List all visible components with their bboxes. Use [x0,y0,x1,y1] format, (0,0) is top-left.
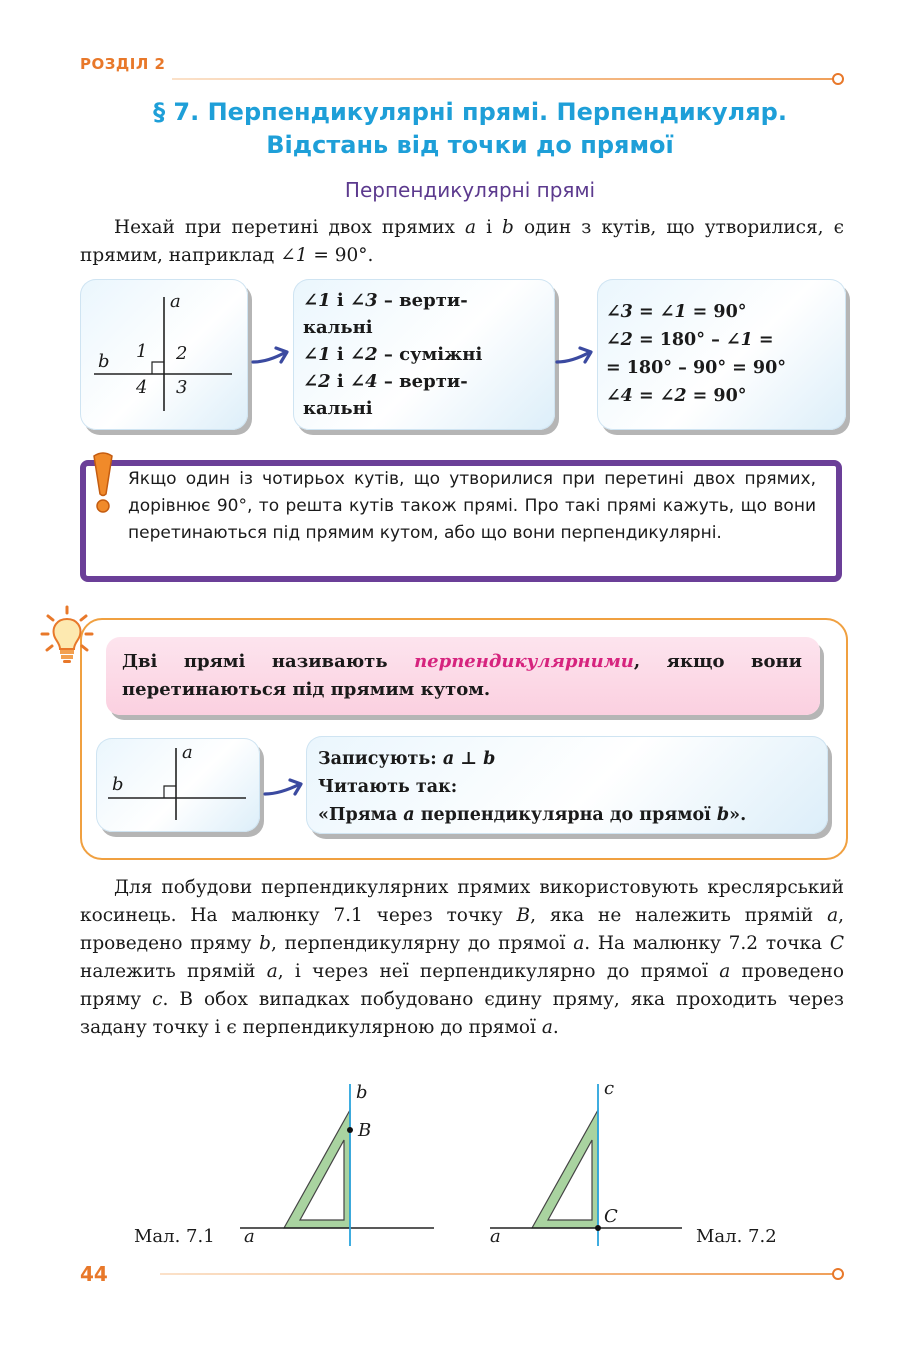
title-line-1: § 7. Перпендикулярні прямі. Перпендикуляр. [153,98,787,126]
notation-line-3: «Пряма a перпендикулярна до прямої b». [318,805,747,825]
angle-pairs-text [303,287,543,422]
calc-line-2: ∠2 = 180° – ∠1 = [606,330,774,350]
line-5: кальні [303,398,373,419]
header-rule-dot [832,73,844,85]
notation-line-1: Записують: a ⊥ b [318,749,496,769]
label-a: a [182,742,193,763]
page-number: 44 [80,1262,108,1286]
label-b: b [356,1082,368,1103]
construction-paragraph: Для побудови перпендикулярних прямих використовують креслярський косинець. На малюнку 7.1 через точку B, яка не належить прямій a, проведено пряму b, перпендикулярну до прямої a. На малюнку 7.2 точка C належить прямій a, і через неї перпендикулярно до прямої a проведено пряму c. В обох випадках побудовано єдину пряму, яка проходить через задану точку і є перпендикулярною до прямої a. [80,877,845,1038]
lightbulb-icon [40,604,94,666]
calc-line-3: = 180° – 90° = 90° [606,358,787,378]
arrow-icon [262,776,306,800]
header-rule [172,78,834,80]
angles-figure-box [80,279,248,430]
angle-number: 1 [295,245,308,266]
footer-rule [160,1273,834,1275]
angle-3-label: 3 [176,377,188,398]
figure-7-2 [486,1080,686,1250]
angle-2-label: 2 [176,343,188,364]
line-3: ∠1 і ∠2 – суміжні [303,344,483,365]
note-text: Якщо один із чотирьох кутів, що утворилися при перетині двох прямих, дорівнює 90°, то решта кутів також прямі. Про такі прямі кажуть, що вони перетинаються під прямим кутом, або що вони перпендикулярні. [128,469,816,543]
page-title [80,96,860,162]
angle-calc-text [606,298,842,410]
highlight-term: перпендикулярними [414,651,634,672]
label-c: c [604,1078,615,1099]
arrow-icon [250,344,292,368]
angle-4-label: 4 [136,377,148,398]
arrow-icon [554,344,596,368]
figure-7-2-caption: Мал. 7.2 [696,1226,777,1247]
var-a: a [464,217,476,238]
notation-text [318,745,824,829]
section-label: РОЗДІЛ 2 [80,55,166,73]
label-a: a [170,291,181,312]
definition-text: Дві прямі називають перпендикулярними, якщо вони перетинаються під прямим кутом. [122,651,802,700]
label-C: C [604,1206,618,1227]
calc-line-4: ∠4 = ∠2 = 90° [606,386,747,406]
calc-line-1: ∠3 = ∠1 = 90° [606,302,747,322]
title-line-2: Відстань від точки до прямої [266,131,674,159]
var-b: b [502,217,514,238]
label-a: a [490,1226,501,1247]
exclamation-icon [88,450,118,516]
line-2: кальні [303,317,373,338]
figure-7-1 [236,1080,476,1250]
label-b: b [98,351,110,372]
intro-text: і [476,217,503,238]
intro-text: Нехай при перетині двох прямих [114,217,465,238]
angle-1-label: 1 [136,341,148,362]
perpendicular-figure-box [96,738,260,832]
figure-7-1-caption: Мал. 7.1 [134,1226,215,1247]
label-a: a [244,1226,255,1247]
label-B: B [358,1120,372,1141]
subtitle: Перпендикулярні прямі [344,178,596,202]
notation-line-2: Читають так: [318,777,458,797]
intro-text: = 90°. [307,245,374,266]
label-b: b [112,774,124,795]
line-1: ∠1 і ∠3 – верти- [303,290,468,311]
footer-rule-dot [832,1268,844,1280]
intro-paragraph [80,214,844,270]
intro-text: один з кутів, що утворилися, є прямим, наприклад ∠ [80,217,844,266]
line-4: ∠2 і ∠4 – верти- [303,371,468,392]
